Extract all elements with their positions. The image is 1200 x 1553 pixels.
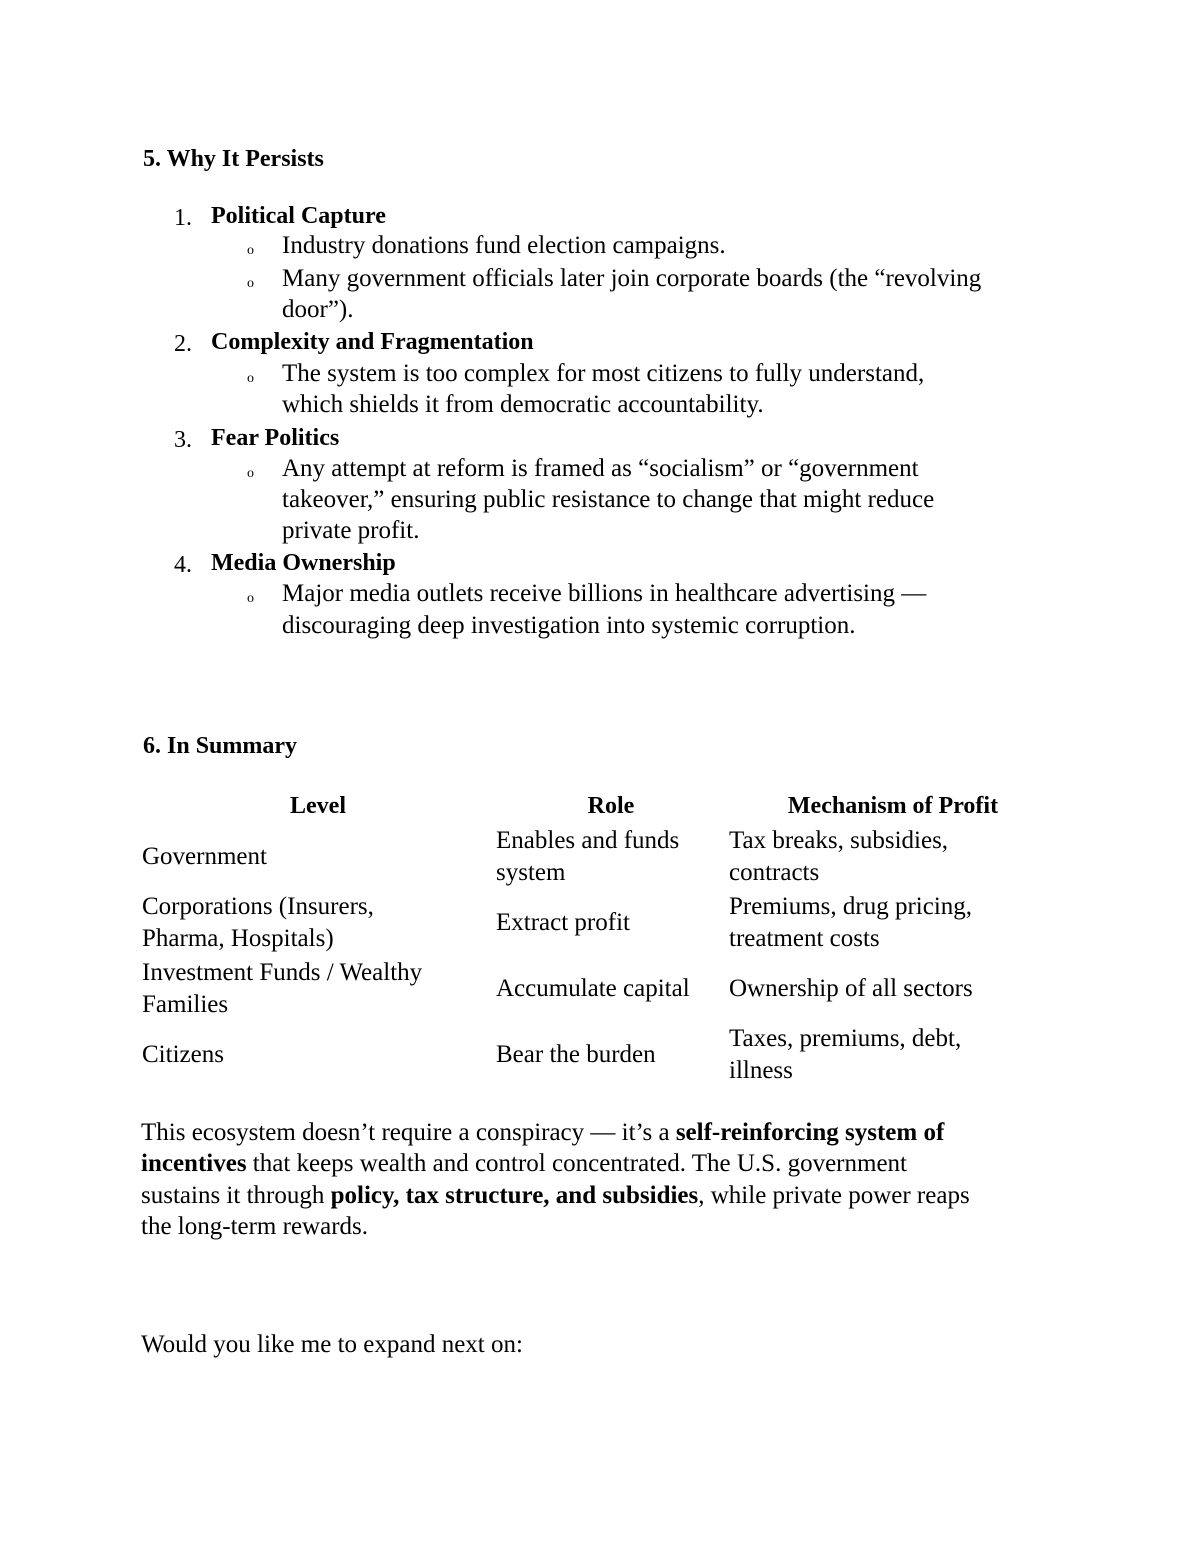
sub-bullet-text: Any attempt at reform is framed as “socialism” or “government bbox=[282, 455, 919, 482]
sub-bullet-text: which shields it from democratic accountability. bbox=[282, 391, 764, 418]
table-cell: Government bbox=[142, 843, 267, 870]
table-cell: Tax breaks, subsidies, bbox=[729, 827, 949, 854]
sub-bullet-text: private profit. bbox=[282, 517, 420, 544]
summary-line-3 bbox=[141, 1180, 970, 1211]
sub-bullet-icon: o bbox=[247, 276, 254, 291]
section-heading-why-it-persists: 5. Why It Persists bbox=[143, 146, 324, 172]
table-cell: Families bbox=[142, 991, 229, 1018]
list-number: 4. bbox=[174, 552, 192, 578]
summary-text: , while private power reaps bbox=[698, 1182, 970, 1209]
table-header-cell: Level bbox=[290, 793, 346, 819]
sub-bullet-text: Many government officials later join corporate boards (the “revolving bbox=[282, 265, 982, 292]
table-cell: Taxes, premiums, debt, bbox=[729, 1025, 962, 1052]
sub-bullet-text: The system is too complex for most citizens to fully understand, bbox=[282, 360, 925, 387]
sub-bullet-icon: o bbox=[247, 243, 254, 258]
sub-bullet-icon: o bbox=[247, 466, 254, 481]
list-item-title: Fear Politics bbox=[211, 425, 340, 451]
summary-line-2 bbox=[141, 1148, 907, 1179]
summary-text: This ecosystem doesn’t require a conspiracy — it’s a bbox=[141, 1119, 676, 1146]
table-cell: Premiums, drug pricing, bbox=[729, 893, 973, 920]
summary-bold-text: incentives bbox=[141, 1150, 247, 1177]
sub-bullet-text: Major media outlets receive billions in healthcare advertising — bbox=[282, 580, 927, 607]
table-cell: treatment costs bbox=[729, 925, 880, 952]
list-number: 1. bbox=[174, 205, 192, 231]
section-heading-in-summary: 6. In Summary bbox=[143, 733, 298, 759]
table-cell: Ownership of all sectors bbox=[729, 975, 973, 1002]
list-item-title: Media Ownership bbox=[211, 550, 396, 576]
sub-bullet-text: discouraging deep investigation into systemic corruption. bbox=[282, 612, 856, 639]
list-number: 2. bbox=[174, 331, 192, 357]
table-cell: Extract profit bbox=[496, 909, 630, 936]
list-item-title: Political Capture bbox=[211, 203, 386, 229]
table-cell: Enables and funds bbox=[496, 827, 680, 854]
summary-text: sustains it through bbox=[141, 1182, 331, 1209]
summary-bold-text: self-reinforcing system of bbox=[675, 1119, 945, 1146]
table-cell: Citizens bbox=[142, 1041, 224, 1068]
closing-question: Would you like me to expand next on: bbox=[141, 1331, 523, 1358]
table-cell: system bbox=[496, 859, 566, 886]
table-cell: illness bbox=[729, 1057, 793, 1084]
table-cell: Corporations (Insurers, bbox=[142, 893, 374, 920]
table-cell: Bear the burden bbox=[496, 1041, 656, 1068]
list-number: 3. bbox=[174, 427, 192, 453]
table-cell: Accumulate capital bbox=[496, 975, 690, 1002]
sub-bullet-icon: o bbox=[247, 591, 254, 606]
summary-line-1 bbox=[141, 1117, 944, 1148]
table-cell: contracts bbox=[729, 859, 820, 886]
sub-bullet-text: takeover,” ensuring public resistance to change that might reduce bbox=[282, 486, 935, 513]
summary-text: that keeps wealth and control concentrated. The U.S. government bbox=[246, 1150, 907, 1177]
table-header-cell: Role bbox=[587, 793, 635, 819]
sub-bullet-text: Industry donations fund election campaigns. bbox=[282, 232, 726, 259]
table-header-cell: Mechanism of Profit bbox=[787, 793, 999, 819]
list-item-title: Complexity and Fragmentation bbox=[211, 329, 534, 355]
table-cell: Investment Funds / Wealthy bbox=[142, 959, 423, 986]
sub-bullet-icon: o bbox=[247, 371, 254, 386]
summary-bold-text: policy, tax structure, and subsidies bbox=[330, 1182, 699, 1209]
sub-bullet-text: door”). bbox=[282, 296, 354, 323]
table-cell: Pharma, Hospitals) bbox=[142, 925, 334, 952]
summary-line-4: the long-term rewards. bbox=[141, 1213, 369, 1240]
